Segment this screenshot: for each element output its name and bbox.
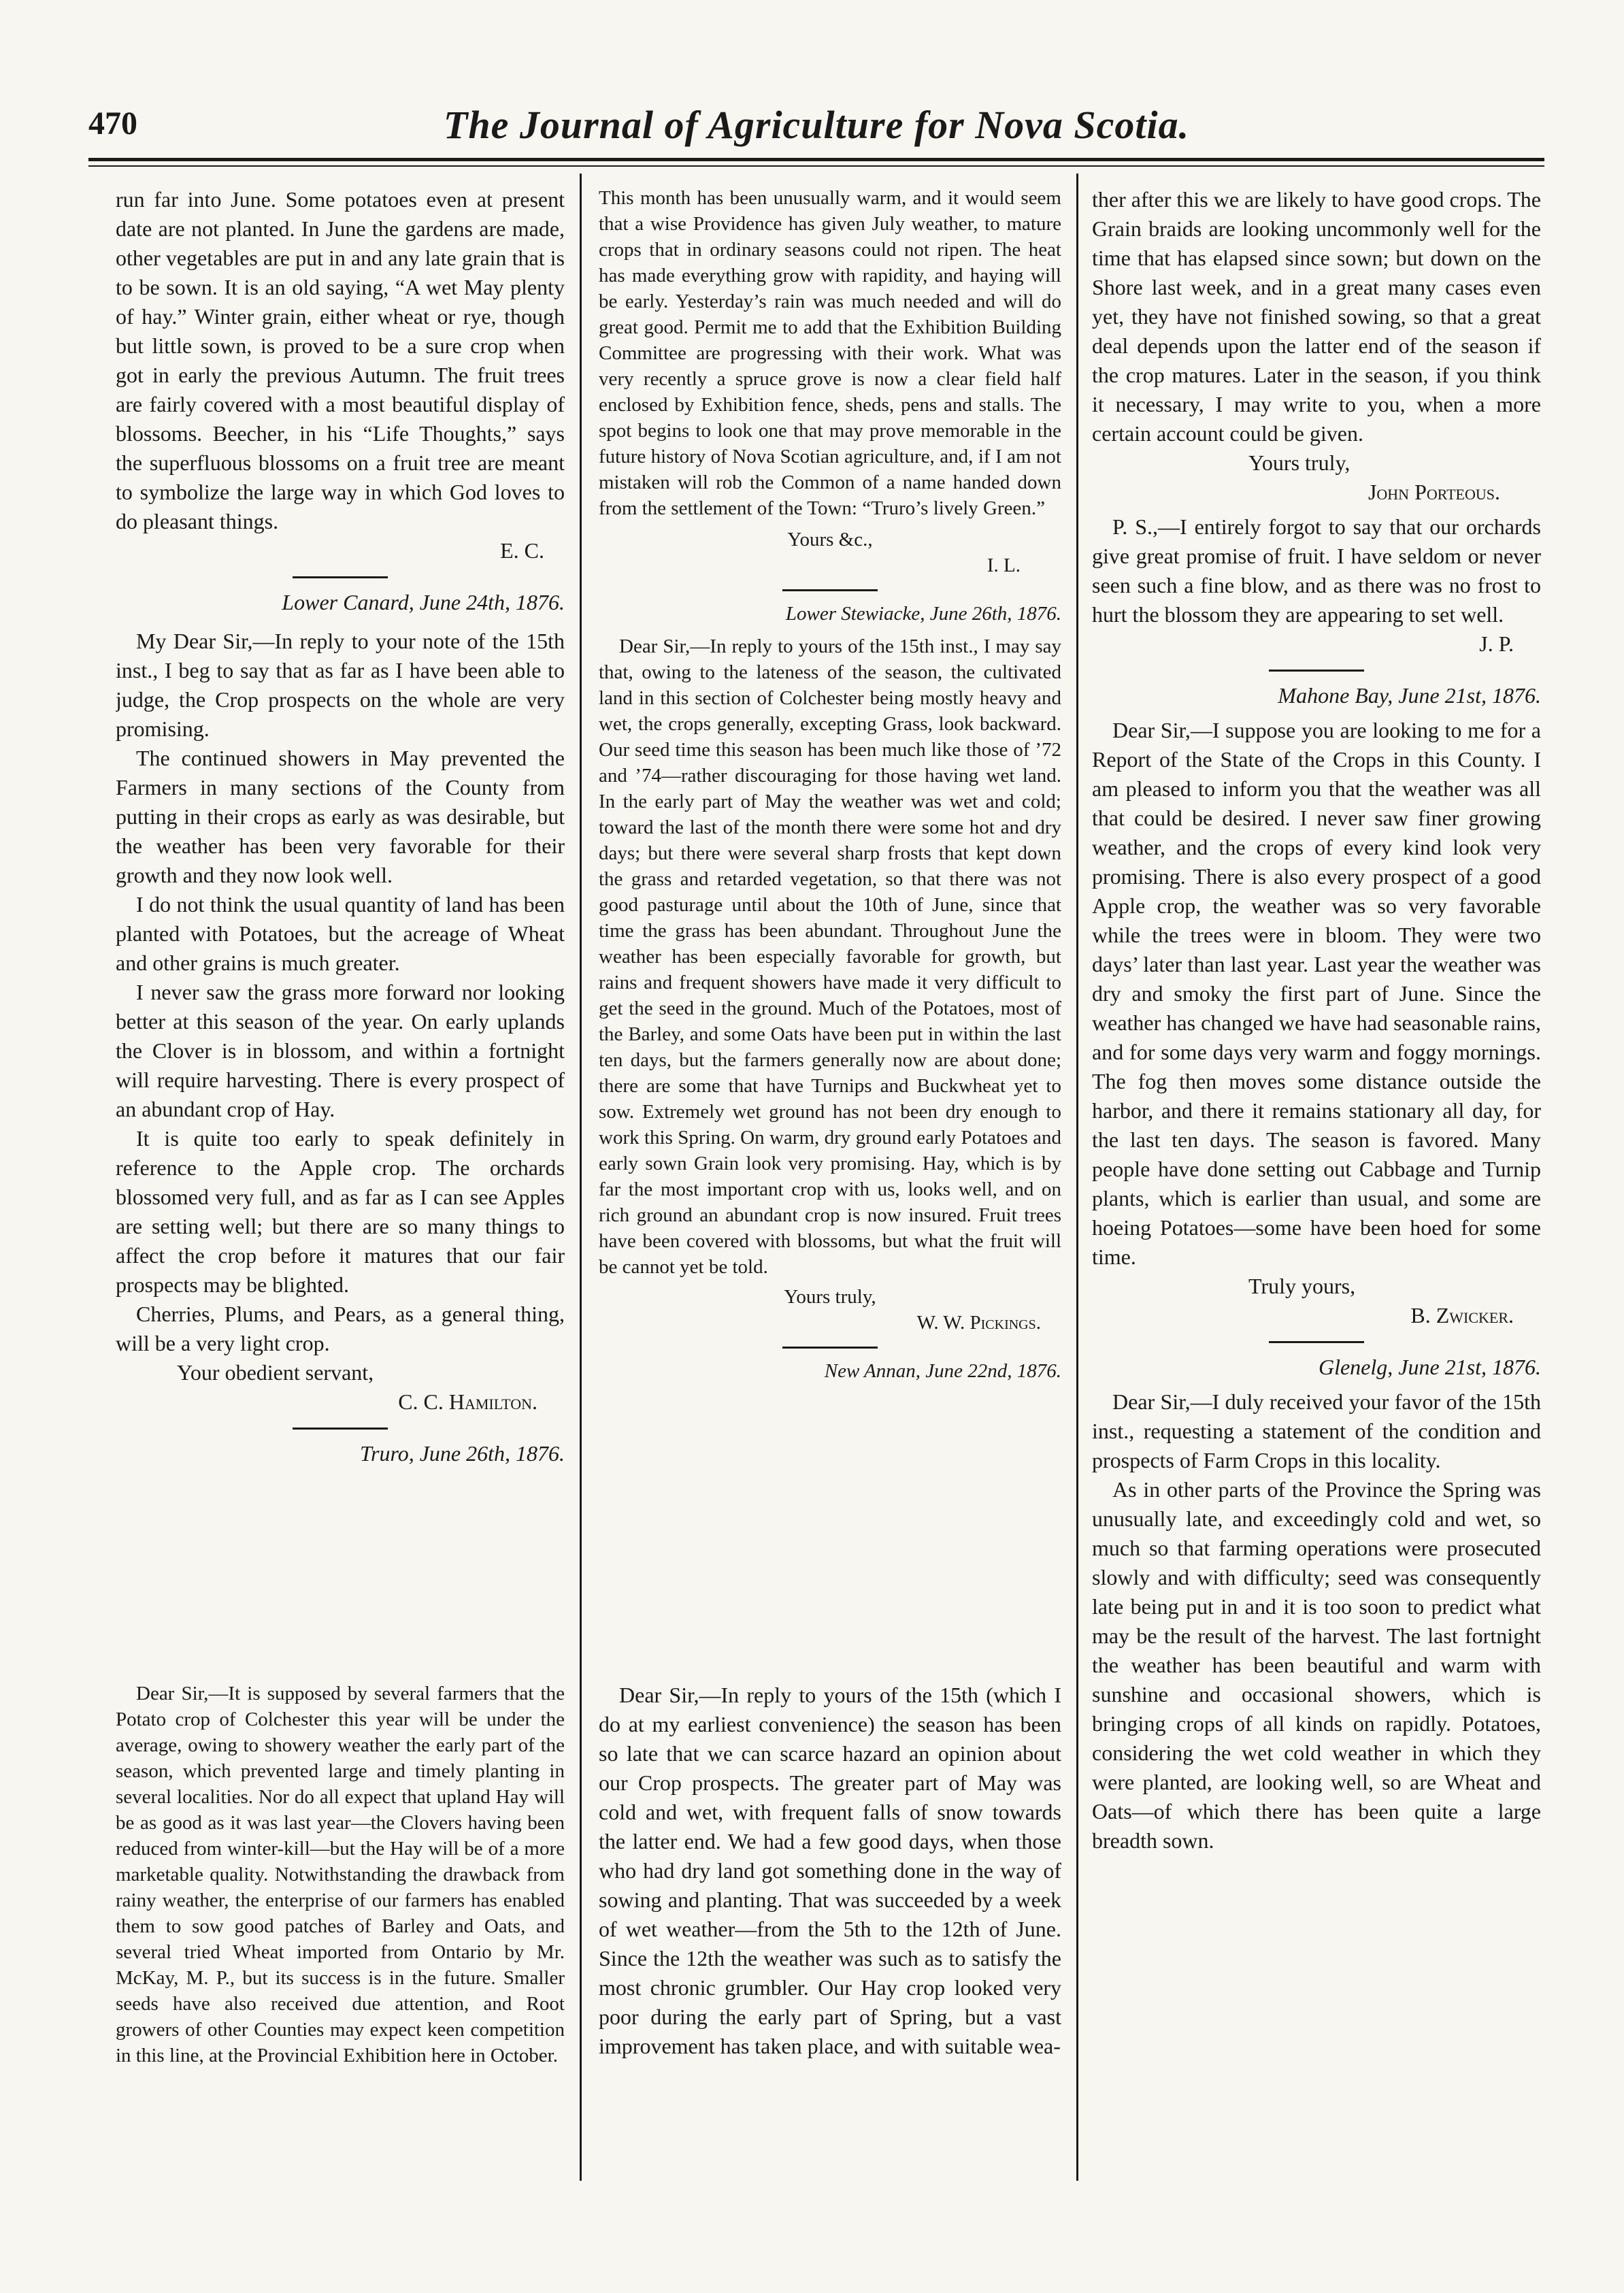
closing: Yours truly, bbox=[1248, 450, 1350, 475]
paragraph: I do not think the usual quantity of land has been planted with Potatoes, but the acreage of Wheat and other grains is much greater. bbox=[116, 892, 565, 975]
signature: John Porteous. bbox=[1368, 480, 1500, 504]
section-rule bbox=[1269, 1341, 1364, 1343]
paragraph: As in other parts of the Province the Spring was unusually late, and exceedingly cold and wet, so much so that farming operations were prosecuted slowly and with difficulty; seed was consequently late being put in and it is too soon to predict what may be the result of the harvest. The last fortnight the weather has been beautiful and warm with sunshine and occasional showers, which is bringing crops of all kinds on rapidly. Potatoes, considering the wet cold weather in which they were planted, are looking well, so are Wheat and Oats—of which there has been quite a large breadth sown. bbox=[1092, 1477, 1541, 1853]
dateline: Truro, June 26th, 1876. bbox=[359, 1441, 565, 1466]
paragraph: ther after this we are likely to have good crops. The Grain braids are looking uncommonly well for the time that has elapsed since sown; but down on the Shore last week, and in a great many cases even yet, they have not finished sowing, so that a great deal depends upon the latter end of the season if the crop matures. Later in the season, if you think it necessary, I may write to you, when a more certain account could be given. bbox=[1092, 187, 1541, 446]
column-left-small bbox=[116, 1681, 565, 2198]
paragraph: Dear Sir,—It is supposed by several farmers that the Potato crop of Colchester this year will be under the average, owing to showery weather the early part of the season, which prevented large and timely planting in several localities. Nor do all expect that upland Hay will be as good as it was last year—the Clovers having been reduced from winter-kill—but the Hay will be of a more marketable quality. Notwithstanding the drawback from rainy weather, the enterprise of our farmers has enabled them to sow good patches of Barley and Oats, and several tried Wheat imported from Ontario by Mr. McKay, M. P., but its success is in the future. Smaller seeds have also received due attention, and Root growers of other Counties may expect keen competition in this line, at the Provincial Exhibition here in October. bbox=[116, 1683, 565, 2066]
journal-title: The Journal of Agriculture for Nova Scotia. bbox=[443, 103, 1190, 147]
paragraph: My Dear Sir,—In reply to your note of the 15th inst., I beg to say that as far as I have been able to judge, the Crop prospects on the whole are very promising. bbox=[116, 629, 565, 741]
column-divider-left bbox=[580, 174, 582, 2181]
column-middle bbox=[599, 185, 1061, 1444]
paragraph: It is quite too early to speak definitely in reference to the Apple crop. The orchards blossomed very full, and as far as I can see Apples are setting well; but there are so many things to affect the crop before it matures that our fair prospects may be blighted. bbox=[116, 1126, 565, 1297]
section-rule bbox=[293, 1428, 388, 1430]
paragraph: Dear Sir,—I suppose you are looking to me for a Report of the State of the Crops in this County. I am pleased to inform you that the weather was all that could be desired. I never saw finer growing weather, and the crops of every kind look very promising. There is also every prospect of a good Apple crop, the weather was so very favorable while the trees were in bloom. They were two days’ later than last year. Last year the weather was dry and smoky the first part of June. Since the weather has changed we have had seasonable rains, and for some days very warm and foggy mornings. The fog then moves some distance outside the harbor, and there it remains stationary all day, for the last ten days. The season is favored. Many people have done setting out Cabbage and Turnip plants, which is earlier than usual, and some are hoeing Potatoes—some have been hoed for some time. bbox=[1092, 718, 1541, 1269]
signature: E. C. bbox=[500, 538, 544, 563]
dateline: New Annan, June 22nd, 1876. bbox=[824, 1360, 1061, 1382]
section-rule bbox=[782, 1347, 878, 1349]
paragraph: Dear Sir,—In reply to yours of the 15th (which I do at my earliest convenience) the season has been so late that we can scarce hazard an opinion about our Crop prospects. The greater part of May was cold and wet, with frequent falls of snow towards the latter end. We had a few good days, when those who had dry land got something done in the way of sowing and planting. That was succeeded by a week of wet weather—from the 5th to the 12th of June. Since the 12th the weather was such as to satisfy the most chronic grumbler. Our Hay crop looked very poor during the early part of Spring, but a vast improvement has taken place, and with suitable wea- bbox=[599, 1683, 1061, 2058]
header-rule-thick bbox=[88, 158, 1544, 161]
paragraph: Dear Sir,—I duly received your favor of the 15th inst., requesting a statement of the condition and prospects of Farm Crops in this locality. bbox=[1092, 1389, 1541, 1472]
paragraph: This month has been unusually warm, and it would seem that a wise Providence has given July weather, to mature crops that in ordinary seasons could not ripen. The heat has made everything grow with rapidity, and haying will be early. Yesterday’s rain was much needed and will do great good. Permit me to add that the Exhibition Building Committee are progressing with their work. What was very recently a spruce grove is now a clear field half enclosed by Exhibition fence, sheds, pens and stalls. The spot begins to look one that may prove memorable in the future history of Nova Scotian agriculture, and, if I am not mistaken will rob the Common of a name handed down from the settlement of the Town: “Truro’s lively Green.” bbox=[599, 187, 1061, 519]
page-number: 470 bbox=[88, 105, 137, 142]
closing: Your obedient servant, bbox=[177, 1360, 374, 1385]
paragraph: I never saw the grass more forward nor looking better at this season of the year. On early uplands the Clover is in blossom, and within a fortnight will require harvesting. There is every prospect of an abundant crop of Hay. bbox=[116, 980, 565, 1121]
signature: J. P. bbox=[1479, 631, 1514, 656]
dateline: Lower Canard, June 24th, 1876. bbox=[282, 590, 565, 614]
signature: W. W. Pickings. bbox=[916, 1312, 1041, 1334]
closing: Yours truly, bbox=[784, 1286, 876, 1308]
paragraph: Dear Sir,—In reply to yours of the 15th inst., I may say that, owing to the lateness of the season, the cultivated land in this section of Colchester being mostly heavy and wet, the crops generally, excepting Grass, look backward. Our seed time this season has been much like those of ’72 and ’74—rather discouraging for those having wet land. In the early part of May the weather was wet and cold; toward the last of the month there were some hot and dry days; but there were several sharp frosts that kept down the grass and retarded vegetation, so that there was not good pasturage until about the 10th of June, since that time the grass has been abundant. Throughout June the weather has been especially favorable for growth, but rains and frequent showers have made it very difficult to get the seed in the ground. Much of the Potatoes, most of the Barley, and some Oats have been put in within the last ten days, but the farmers generally now are about done; there are some that have Turnips and Buckwheat yet to sow. Extremely wet ground has not been dry enough to work this Spring. On warm, dry ground early Potatoes and early sown Grain look very promising. Hay, which is by far the most important crop with us, looks well, and on rich ground an abundant crop is now insured. Fruit trees have been covered with blossoms, but what the fruit will be cannot yet be told. bbox=[599, 636, 1061, 1278]
signature: I. L. bbox=[987, 555, 1021, 576]
page-header bbox=[88, 102, 1544, 156]
column-middle-lower bbox=[599, 1681, 1061, 2198]
dateline: Glenelg, June 21st, 1876. bbox=[1318, 1355, 1541, 1379]
signature: B. Zwicker. bbox=[1410, 1303, 1514, 1327]
paragraph: P. S.,—I entirely forgot to say that our orchards give great promise of fruit. I have seldom or never seen such a fine blow, and as there was no frost to hurt the blossom they are appearing to set well. bbox=[1092, 514, 1541, 627]
column-right bbox=[1092, 185, 1541, 2199]
dateline: Mahone Bay, June 21st, 1876. bbox=[1278, 683, 1541, 708]
section-rule bbox=[782, 589, 878, 591]
signature: C. C. Hamilton. bbox=[398, 1389, 537, 1414]
column-divider-right bbox=[1076, 174, 1078, 2181]
section-rule bbox=[293, 576, 388, 578]
closing: Yours &c., bbox=[787, 529, 873, 550]
section-rule bbox=[1269, 670, 1364, 672]
paragraph: The continued showers in May prevented the Farmers in many sections of the County from putting in their crops as early as was desirable, but the weather has been very favorable for their growth and they now look well. bbox=[116, 746, 565, 887]
paragraph: run far into June. Some potatoes even at present date are not planted. In June the gardens are made, other vegetables are put in and any late grain that is to be sown. It is an old saying, “A wet May plenty of hay.” Winter grain, either wheat or rye, though but little sown, is proved to be a sure crop when got in early the previous Autumn. The fruit trees are fairly covered with a most beautiful display of blossoms. Beecher, in his “Life Thoughts,” says the superfluous blossoms on a fruit tree are meant to symbolize the large way in which God loves to do pleasant things. bbox=[116, 187, 565, 533]
paragraph: Cherries, Plums, and Pears, as a general thing, will be a very light crop. bbox=[116, 1302, 565, 1355]
header-rule-thin bbox=[88, 165, 1544, 167]
closing: Truly yours, bbox=[1248, 1274, 1356, 1298]
dateline: Lower Stewiacke, June 26th, 1876. bbox=[785, 603, 1061, 625]
